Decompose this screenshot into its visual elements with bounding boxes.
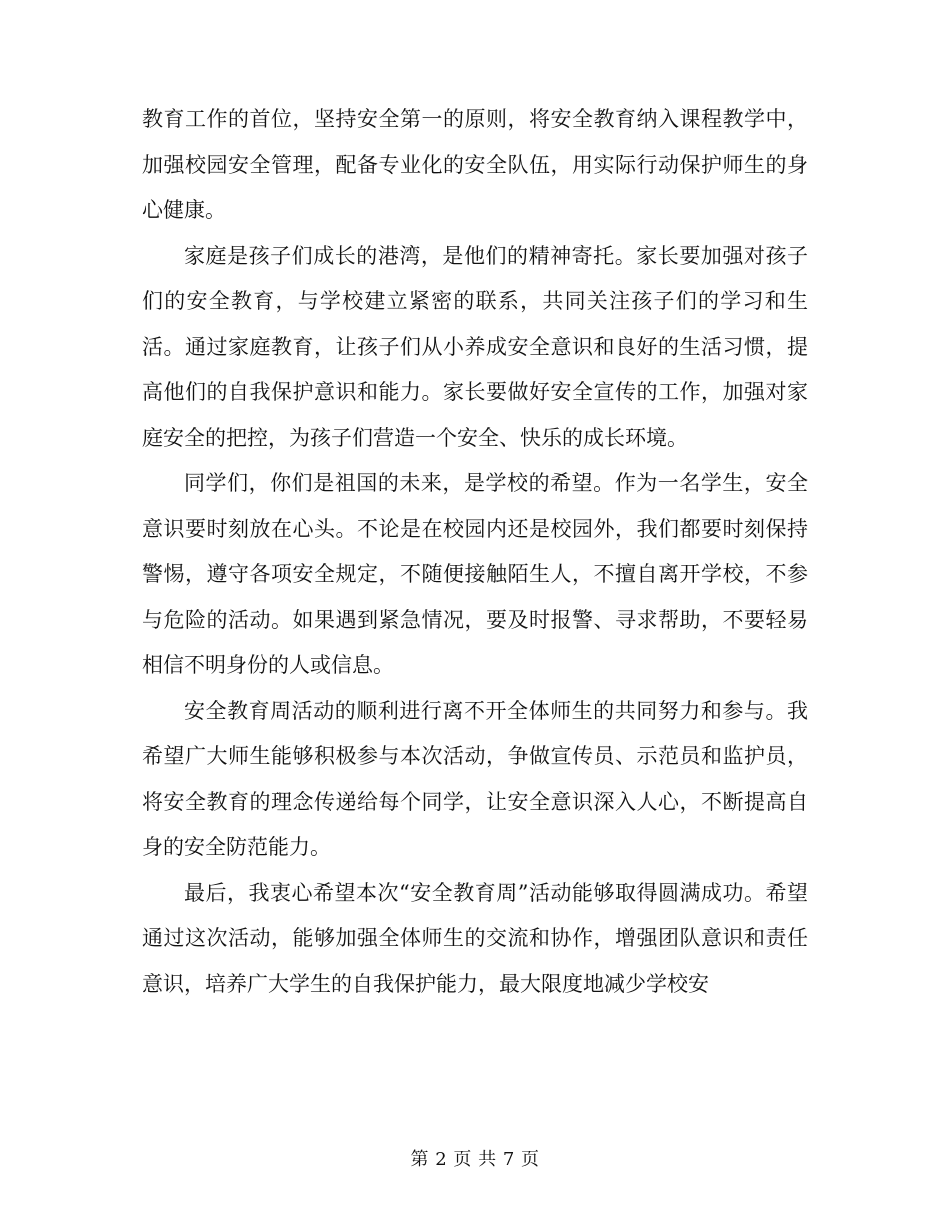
page-number-footer: 第 2 页 共 7 页 (410, 1149, 540, 1170)
paragraph-students: 同学们，你们是祖国的未来，是学校的希望。作为一名学生，安全意识要时刻放在心头。不论是在校园内还是校园外，我们都要时刻保持警惕，遵守各项安全规定，不随便接触陌生人，不擅自离开学校，不参与危险的活动。如果遇到紧急情况，要及时报警、寻求帮助，不要轻易相信不明身份的人或信息。 (142, 471, 808, 677)
paragraph-closing: 最后，我衷心希望本次“安全教育周”活动能够取得圆满成功。希望通过这次活动，能够加强全体师生的交流和协作，增强团队意识和责任意识，培养广大学生的自我保护能力，最大限度地减少学校安 (142, 880, 808, 996)
document-body (142, 97, 808, 1007)
paragraph-continuation: 教育工作的首位，坚持安全第一的原则，将安全教育纳入课程教学中，加强校园安全管理，配备专业化的安全队伍，用实际行动保护师生的身心健康。 (142, 107, 808, 222)
paragraph-family: 家庭是孩子们成长的港湾，是他们的精神寄托。家长要加强对孩子们的安全教育，与学校建立紧密的联系，共同关注孩子们的学习和生活。通过家庭教育，让孩子们从小养成安全意识和良好的生活习惯，提高他们的自我保护意识和能力。家长要做好安全宣传的工作，加强对家庭安全的把控，为孩子们营造一个安全、快乐的成长环境。 (142, 243, 808, 450)
paragraph-participation: 安全教育周活动的顺利进行离不开全体师生的共同努力和参与。我希望广大师生能够积极参与本次活动，争做宣传员、示范员和监护员，将安全教育的理念传递给每个同学，让安全意识深入人心，不断提高自身的安全防范能力。 (142, 698, 808, 859)
